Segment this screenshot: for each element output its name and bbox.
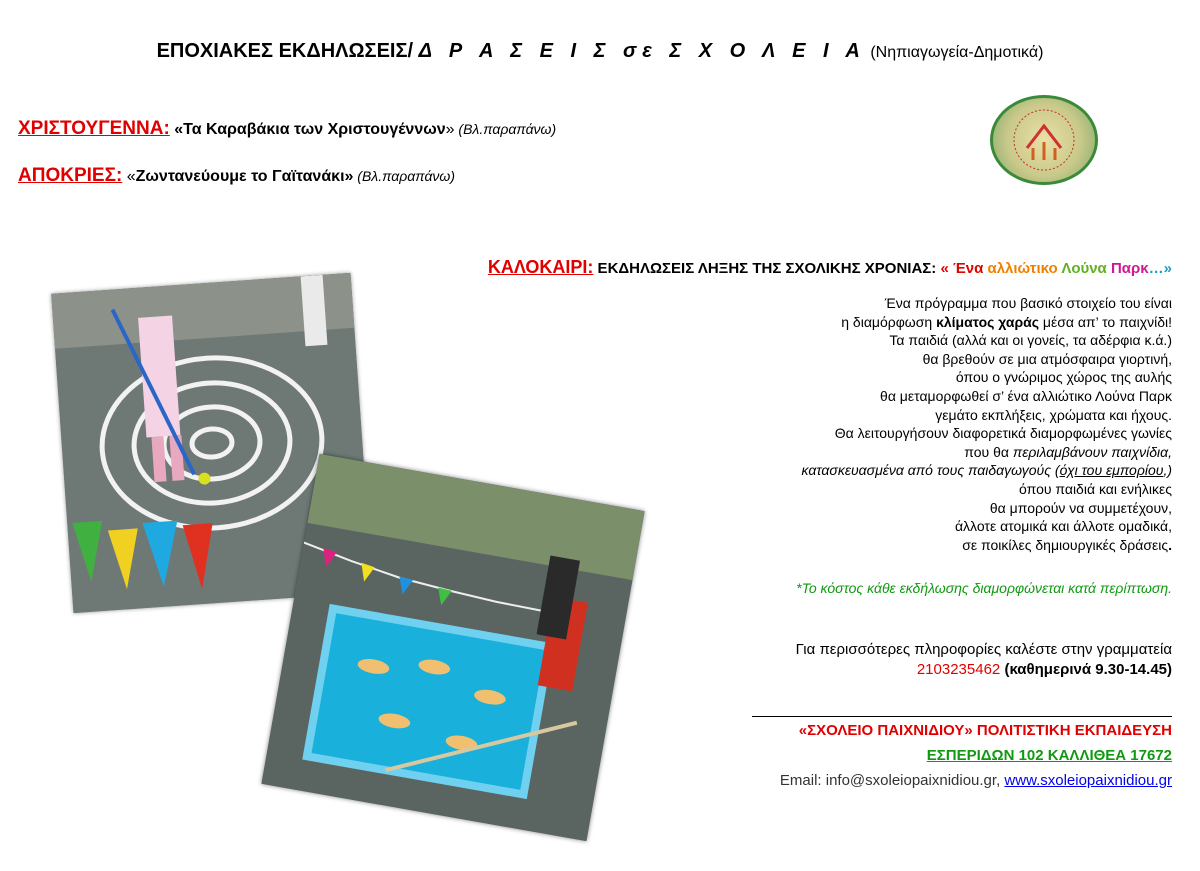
title-main: ΕΠΟΧΙΑΚΕΣ ΕΚΔΗΛΩΣΕΙΣ/ (156, 40, 419, 62)
program-text: ,) (1163, 462, 1172, 479)
christmas-label: ΧΡΙΣΤΟΥΓΕΝΝΑ: (18, 118, 170, 139)
program-line: άλλοτε ατομικά και άλλοτε ομαδικά, (954, 518, 1172, 535)
program-italic: περιλαμβάνουν παιχνίδια, (1012, 443, 1172, 460)
page-title (0, 40, 1200, 63)
info-line: Για περισσότερες πληροφορίες καλέστε στην γραμματεία (795, 641, 1172, 658)
cost-note: *Το κόστος κάθε εκδήλωσης διαμορφώνεται κατά περίπτωση. (796, 580, 1172, 596)
footer-email: Email: info@sxoleiopaixnidiou.gr, (779, 772, 1005, 789)
footer-divider (752, 716, 1172, 717)
house-logo-icon (993, 98, 1095, 182)
program-line (612, 536, 1172, 555)
program-text: που θα (964, 443, 1013, 460)
summer-heading (488, 257, 1172, 278)
title-spaced: Δ Ρ Α Σ Ε Ι Σ σε Σ Χ Ο Λ Ε Ι Α (418, 40, 866, 62)
contact-info (796, 640, 1172, 680)
program-line (612, 443, 1172, 462)
program-line: Θα λειτουργήσουν διαφορετικά διαμορφωμένες γωνίες (834, 425, 1172, 442)
carnival-open: « (122, 168, 136, 185)
photo-fishing-image (261, 454, 644, 841)
summer-label: ΚΑΛΟΚΑΙΡΙ: (487, 257, 594, 277)
carnival-name: Ζωντανεύουμε το Γαϊτανάκι» (135, 168, 354, 185)
christmas-close: » (445, 121, 455, 138)
footer-contact (780, 772, 1172, 789)
program-text: μέσα απ’ το παιχνίδι! (1039, 313, 1172, 330)
program-text: . (1168, 536, 1172, 553)
program-line: θα μπορούν να συμμετέχουν, (989, 499, 1172, 516)
carnival-line (18, 165, 455, 187)
program-line: Ένα πρόγραμμα που βασικό στοιχείο του είναι (884, 295, 1172, 311)
christmas-note: (Βλ.παραπάνω) (454, 121, 557, 137)
christmas-name: «Τα Καραβάκια των Χριστουγέννων (169, 121, 446, 138)
program-line: γεμάτο εκπλήξεις, χρώματα και ήχους. (935, 406, 1172, 423)
program-text: σε ποικίλες δημιουργικές δράσεις (962, 536, 1169, 553)
summer-quote-part2: αλλιώτικο (987, 260, 1062, 277)
program-underlined: όχι του εμπορίου (1059, 462, 1164, 479)
footer-address: ΕΣΠΕΡΙΔΩΝ 102 ΚΑΛΛΙΘΕΑ 17672 (926, 747, 1172, 764)
program-line: θα μεταμορφωθεί σ’ ένα αλλιώτικο Λούνα Παρκ (880, 387, 1172, 404)
program-text: κατασκευασμένα από τους παιδαγωγούς ( (801, 462, 1060, 479)
office-hours: (καθημερινά 9.30-14.45) (1000, 661, 1172, 678)
website-link[interactable]: www.sxoleiopaixnidiou.gr (1004, 772, 1172, 789)
christmas-line (18, 118, 556, 140)
title-sub: (Νηπιαγωγεία-Δημοτικά) (865, 44, 1044, 61)
summer-heading-text: ΕΚΔΗΛΩΣΕΙΣ ΛΗΞΗΣ ΤΗΣ ΣΧΟΛΙΚΗΣ ΧΡΟΝΙΑΣ: (593, 260, 941, 277)
program-line: όπου παιδιά και ενήλικες (1019, 480, 1172, 497)
summer-quote-part1: « Ένα (940, 260, 988, 277)
info-phone-line (796, 660, 1172, 680)
summer-quote-part5: …» (1148, 260, 1172, 277)
program-description (612, 294, 1172, 554)
carnival-note: (Βλ.παραπάνω) (353, 168, 455, 184)
program-line: θα βρεθούν σε μια ατμόσφαιρα γιορτινή, (922, 350, 1172, 367)
carnival-label: ΑΠΟΚΡΙΕΣ: (18, 165, 123, 186)
phone-number: 2103235462 (916, 661, 1001, 678)
program-line (612, 313, 1172, 332)
summer-quote-part3: Λούνα (1061, 260, 1111, 277)
program-text: η διαμόρφωση (841, 313, 937, 330)
program-line: όπου ο γνώριμος χώρος της αυλής (955, 369, 1172, 386)
program-line: Τα παιδιά (αλλά και οι γονείς, τα αδέρφια κ.ά.) (889, 332, 1172, 349)
summer-quote-part4: Παρκ (1110, 260, 1149, 277)
school-logo (990, 95, 1098, 185)
program-emphasis: κλίματος χαράς (936, 313, 1040, 330)
photo-fishing-game (261, 454, 644, 841)
program-line (612, 461, 1172, 480)
footer-org: «ΣΧΟΛΕΙΟ ΠΑΙΧΝΙΔΙΟΥ» ΠΟΛΙΤΙΣΤΙΚΗ ΕΚΠΑΙΔΕΥΣΗ (798, 722, 1172, 739)
